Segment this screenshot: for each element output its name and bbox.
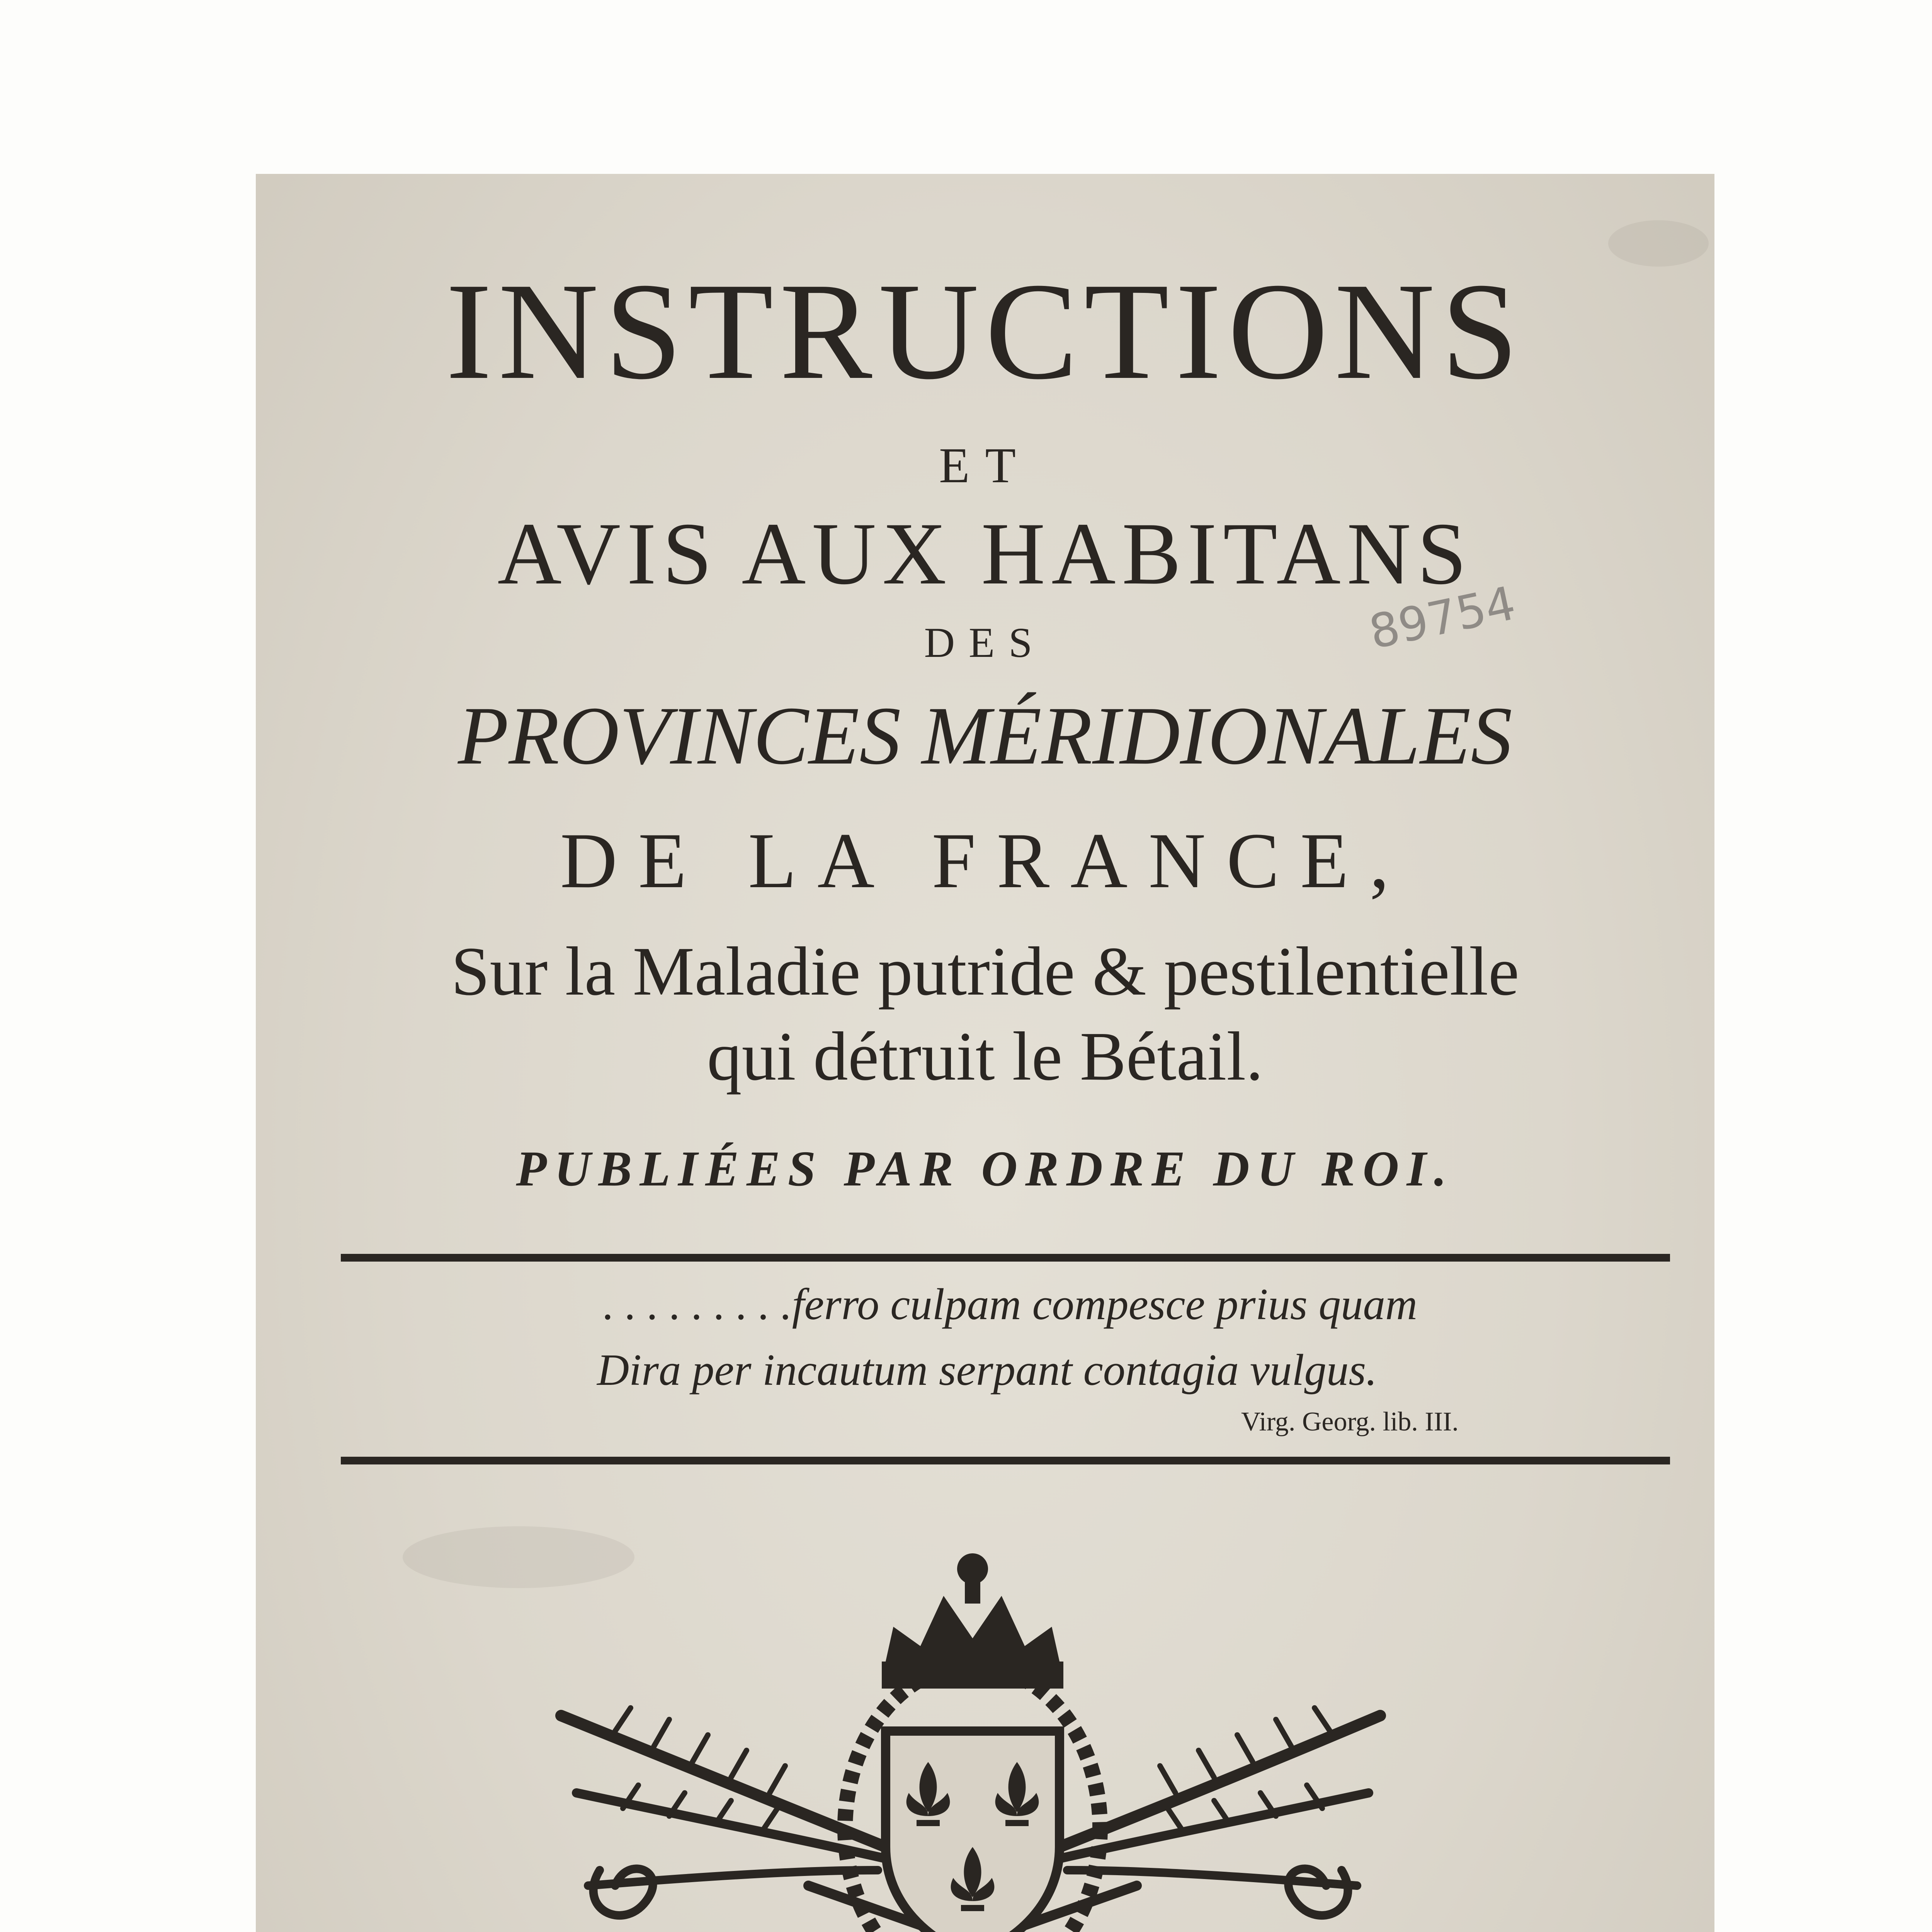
handwritten-annotation: 89754 — [1364, 576, 1520, 660]
epigraph-citation: Virg. Georg. lib. III. — [1241, 1407, 1459, 1437]
title-connector-des: DES — [924, 619, 1046, 666]
title-line-avis: AVIS AUX HABITANS — [497, 504, 1473, 603]
subtitle-line-2: qui détruit le Bétail. — [707, 1018, 1264, 1095]
rule-top — [341, 1254, 1670, 1262]
scanned-title-page — [256, 174, 1714, 1932]
publication-notice: PUBLIÉES PAR ORDRE DU ROI. — [516, 1141, 1454, 1197]
title-line-france: DE LA FRANCE, — [560, 817, 1410, 905]
royal-arms-emblem-icon — [499, 1499, 1446, 1932]
subtitle-line-1: Sur la Maladie putride & pestilentielle — [451, 933, 1519, 1010]
title-line-provinces: PROVINCES MÉRIDIONALES — [458, 689, 1512, 782]
rule-bottom — [341, 1457, 1670, 1464]
epigraph-line-1: . . . . . . . . .ferro culpam compesce prius quam — [603, 1280, 1417, 1329]
book-title: INSTRUCTIONS — [446, 254, 1525, 408]
epigraph-line-2: Dira per incautum serpant contagia vulgus. — [597, 1345, 1377, 1395]
title-connector: ET — [939, 438, 1031, 493]
